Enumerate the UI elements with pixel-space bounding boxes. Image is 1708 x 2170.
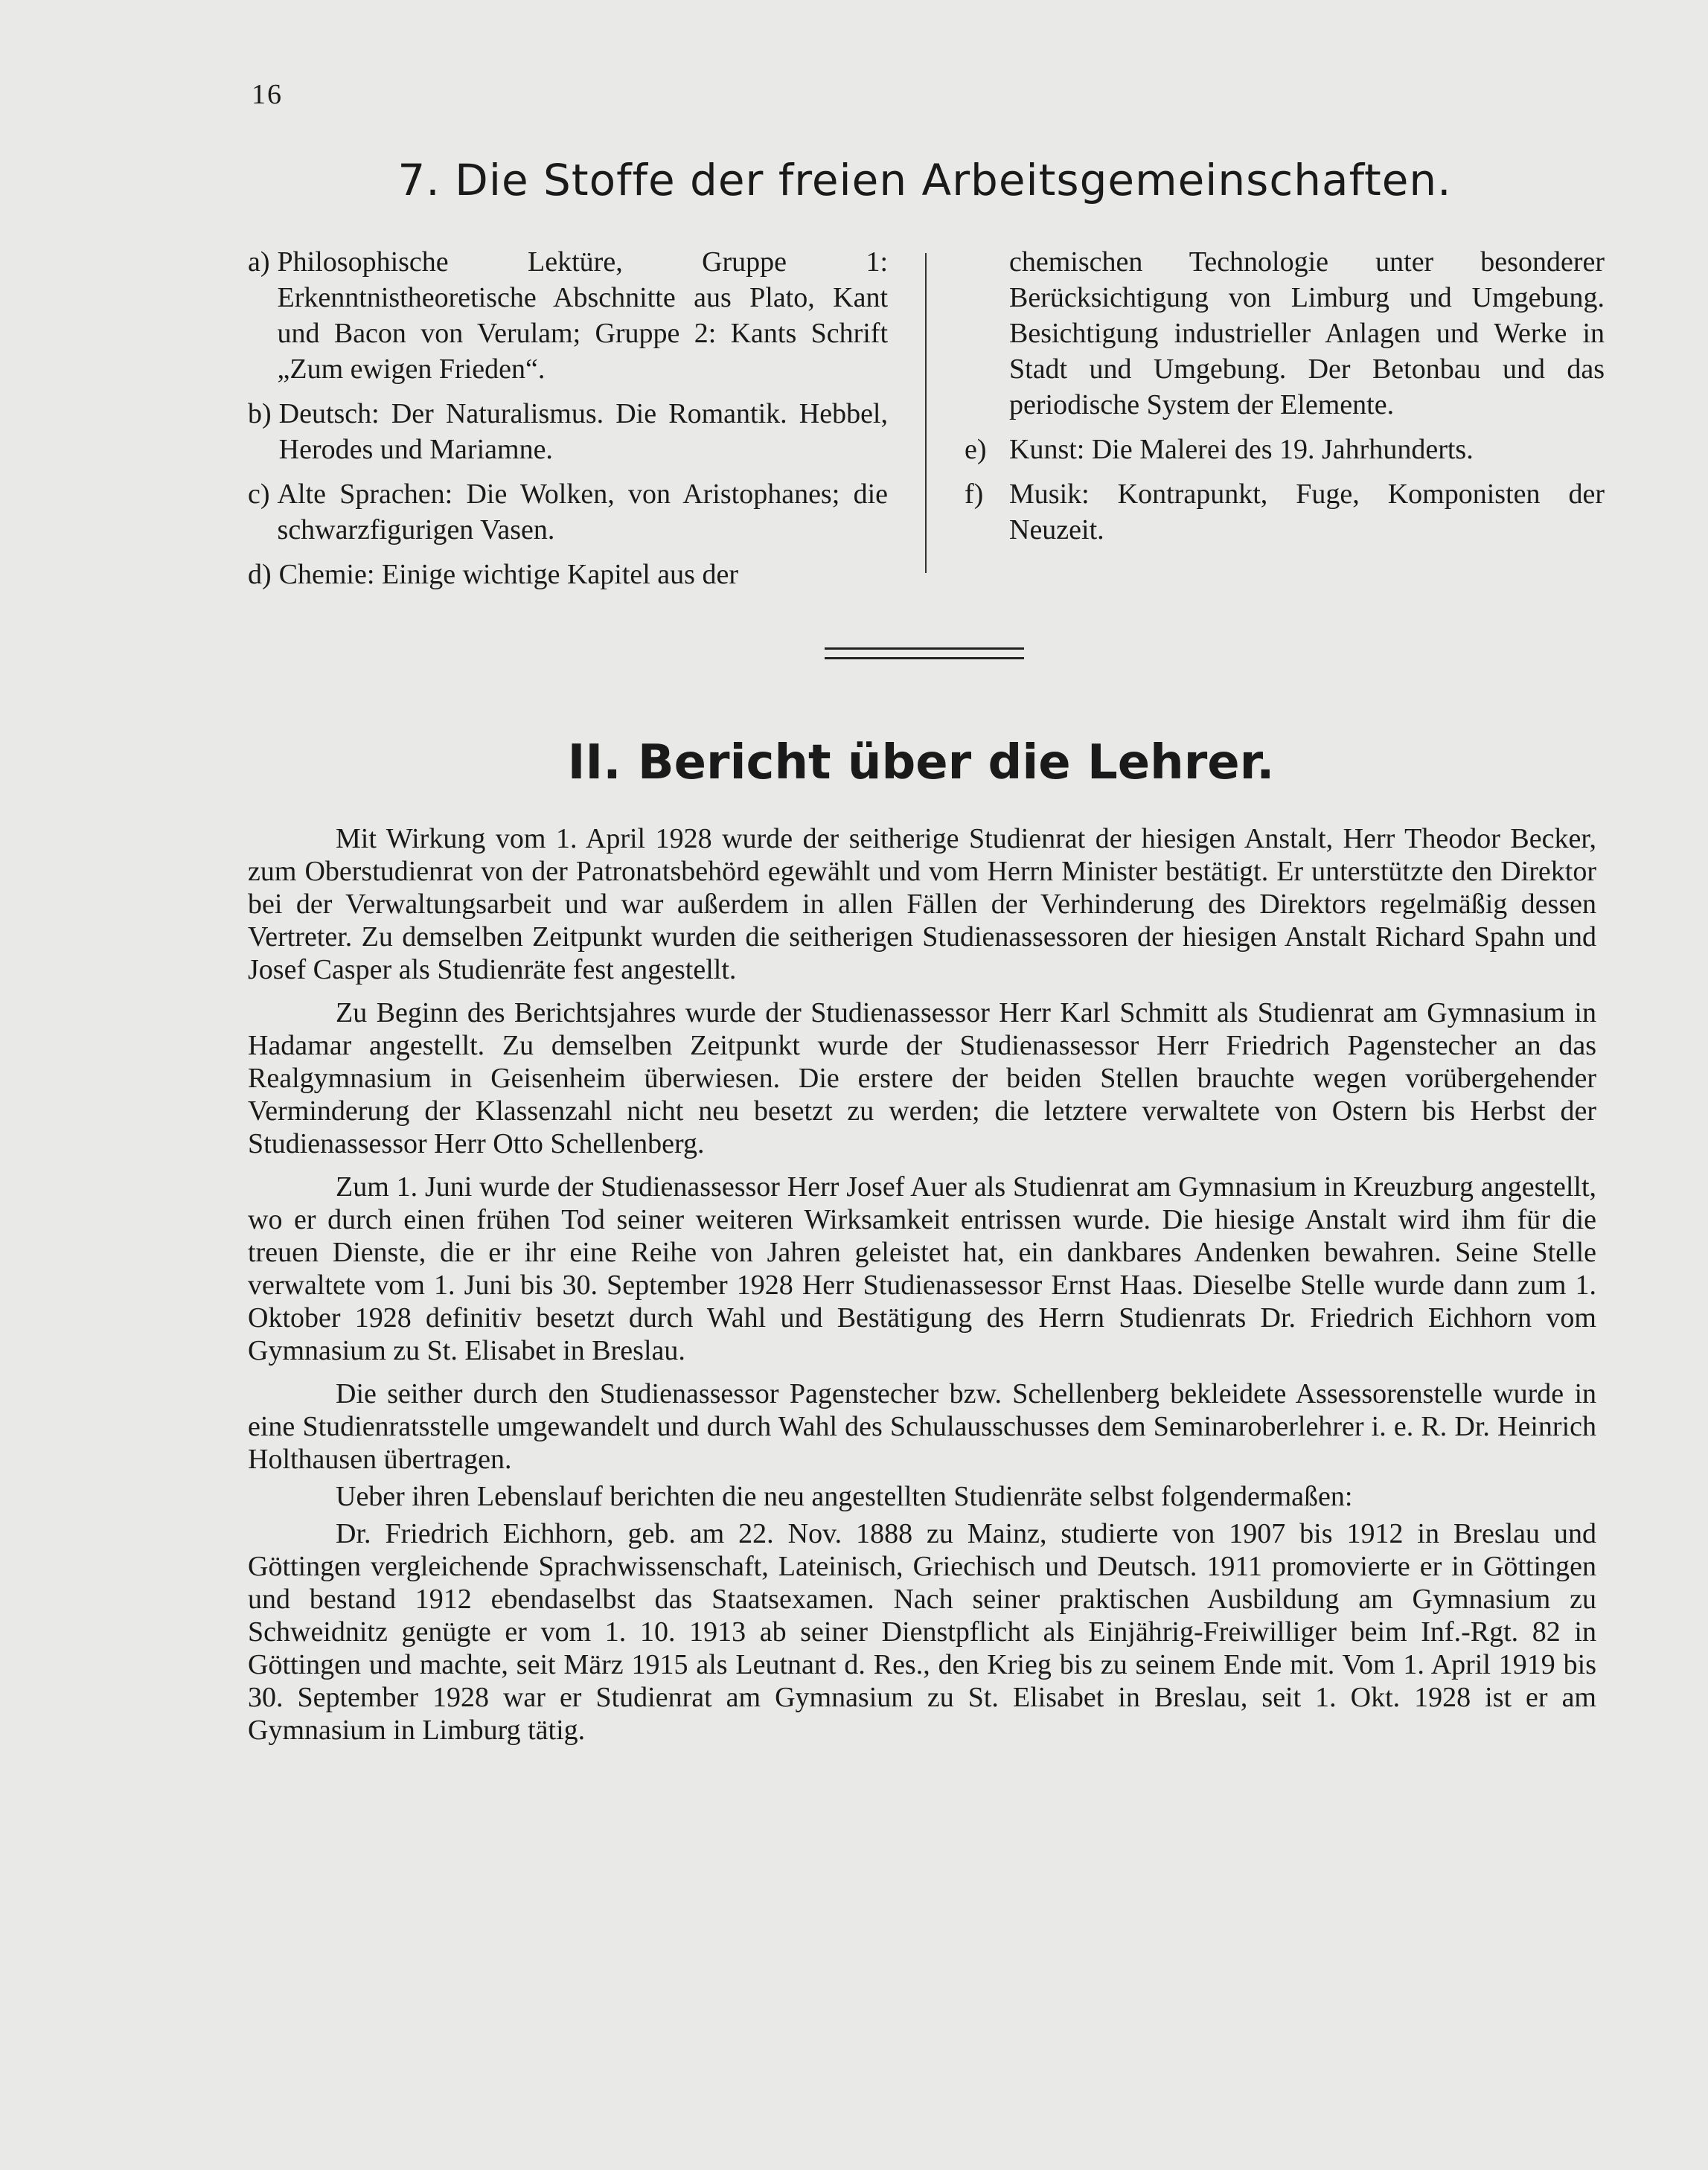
item-marker: b) (248, 398, 272, 429)
item-text: Alte Sprachen: Die Wolken, von Aristophanes; die schwarzfigurigen Vasen. (277, 479, 888, 545)
right-column (965, 244, 1605, 557)
item-text: Deutsch: Der Naturalismus. Die Romantik. Hebbel, Herodes und Mariamne. (278, 398, 888, 465)
list-item (248, 476, 888, 548)
column-divider (925, 253, 927, 573)
paragraph: Ueber ihren Lebenslauf berichten die neu angestellten Studienräte selbst folgendermaßen: (336, 1481, 1353, 1512)
chapter-title: II. Bericht über die Lehrer. (567, 735, 1275, 790)
item-text: Musik: Kontrapunkt, Fuge, Komponisten der Neuzeit. (1009, 479, 1605, 545)
paragraph: Mit Wirkung vom 1. April 1928 wurde der seitherige Studienrat der hiesigen Anstalt, Herr Theodor Becker, zum Oberstudienrat von der Patronatsbehörd egewählt und vom Herrn Minister bestätigt. Er unterstützte den Direktor bei der Verwaltungsarbeit und war außerdem in allen Fällen der Verhinderung des Direktors regelmäßig dessen Vertreter. Zu demselben Zeitpunkt wurden die seitherigen Studienassessoren der hiesigen Anstalt Richard Spahn und Josef Casper als Studienräte fest angestellt. (248, 823, 1596, 985)
paragraph: Zu Beginn des Berichtsjahres wurde der Studienassessor Herr Karl Schmitt als Studienrat am Gymnasium in Hadamar angestellt. Zu demselben Zeitpunkt wurde der Studienassessor Herr Friedrich Pagenstecher an das Realgymnasium in Geisenheim überwiesen. Die erstere der beiden Stellen brauchte wegen vorübergehender Verminderung der Klassenzahl nicht neu besetzt zu werden; die letztere verwaltete von Ostern bis Herbst der Studienassessor Herr Otto Schellenberg. (248, 997, 1596, 1159)
section-heading: 7. Die Stoffe der freien Arbeitsgemeinschaften. (397, 155, 1452, 205)
chapter-body (248, 822, 1596, 1757)
item-marker: a) (248, 246, 270, 278)
item-continuation: chemischen Technologie unter besonderer Berücksichtigung von Limburg und Umgebung. Besichtigung industrieller Anlagen und Werke in Stadt und Umgebung. Der Betonbau und das periodische System der Elemente. (1009, 246, 1605, 420)
item-marker: f) (965, 479, 984, 510)
left-column (248, 244, 888, 601)
item-text: Chemie: Einige wichtige Kapitel aus der (278, 559, 738, 590)
item-marker: e) (965, 434, 987, 465)
paragraph: Die seither durch den Studienassessor Pagenstecher bzw. Schellenberg bekleidete Assessorenstelle wurde in eine Studienratsstelle umgewandelt und durch Wahl des Schulausschusses dem Seminaroberlehrer i. e. R. Dr. Heinrich Holthausen übertragen. (248, 1378, 1596, 1475)
item-marker: c) (248, 479, 270, 510)
item-marker: d) (248, 559, 272, 590)
page-number: 16 (252, 79, 283, 110)
item-text: Kunst: Die Malerei des 19. Jahrhunderts. (1009, 434, 1474, 465)
list-item (248, 557, 888, 592)
item-text: Philosophische Lektüre, Gruppe 1: Erkenntnistheoretische Abschnitte aus Plato, Kant und Bacon von Verulam; Gruppe 2: Kants Schrift „Zum ewigen Frieden“. (277, 246, 888, 385)
paragraph: Zum 1. Juni wurde der Studienassessor Herr Josef Auer als Studienrat am Gymnasium in Kreuzburg angestellt, wo er durch einen frühen Tod seiner weiteren Wirksamkeit entrissen wurde. Die hiesige Anstalt wird ihm für die treuen Dienste, die er ihr eine Reihe von Jahren geleistet hat, ein dankbares Andenken bewahren. Seine Stelle verwaltete vom 1. Juni bis 30. September 1928 Herr Studienassessor Ernst Haas. Dieselbe Stelle wurde dann zum 1. Oktober 1928 definitiv besetzt durch Wahl und Bestätigung des Herrn Studienrats Dr. Friedrich Eichhorn vom Gymnasium zu St. Elisabet in Breslau. (248, 1171, 1596, 1366)
list-item (248, 244, 888, 387)
section-separator (825, 647, 1024, 659)
list-item (248, 396, 888, 467)
paragraph: Dr. Friedrich Eichhorn, geb. am 22. Nov. 1888 zu Mainz, studierte von 1907 bis 1912 in Breslau und Göttingen vergleichende Sprachwissenschaft, Lateinisch, Griechisch und Deutsch. 1911 promovierte er in Göttingen und bestand 1912 ebendaselbst das Staatsexamen. Nach seiner praktischen Ausbildung am Gymnasium zu Schweidnitz genügte er vom 1. 10. 1913 ab seiner Dienstpflicht als Einjährig-Freiwilliger beim Inf.-Rgt. 82 in Göttingen und machte, seit März 1915 als Leutnant d. Res., den Krieg bis zu seinem Ende mit. Vom 1. April 1919 bis 30. September 1928 war er Studienrat am Gymnasium zu St. Elisabet in Breslau, seit 1. Okt. 1928 ist er am Gymnasium in Limburg tätig. (248, 1518, 1596, 1746)
list-item (965, 476, 1605, 548)
list-item (965, 432, 1605, 467)
